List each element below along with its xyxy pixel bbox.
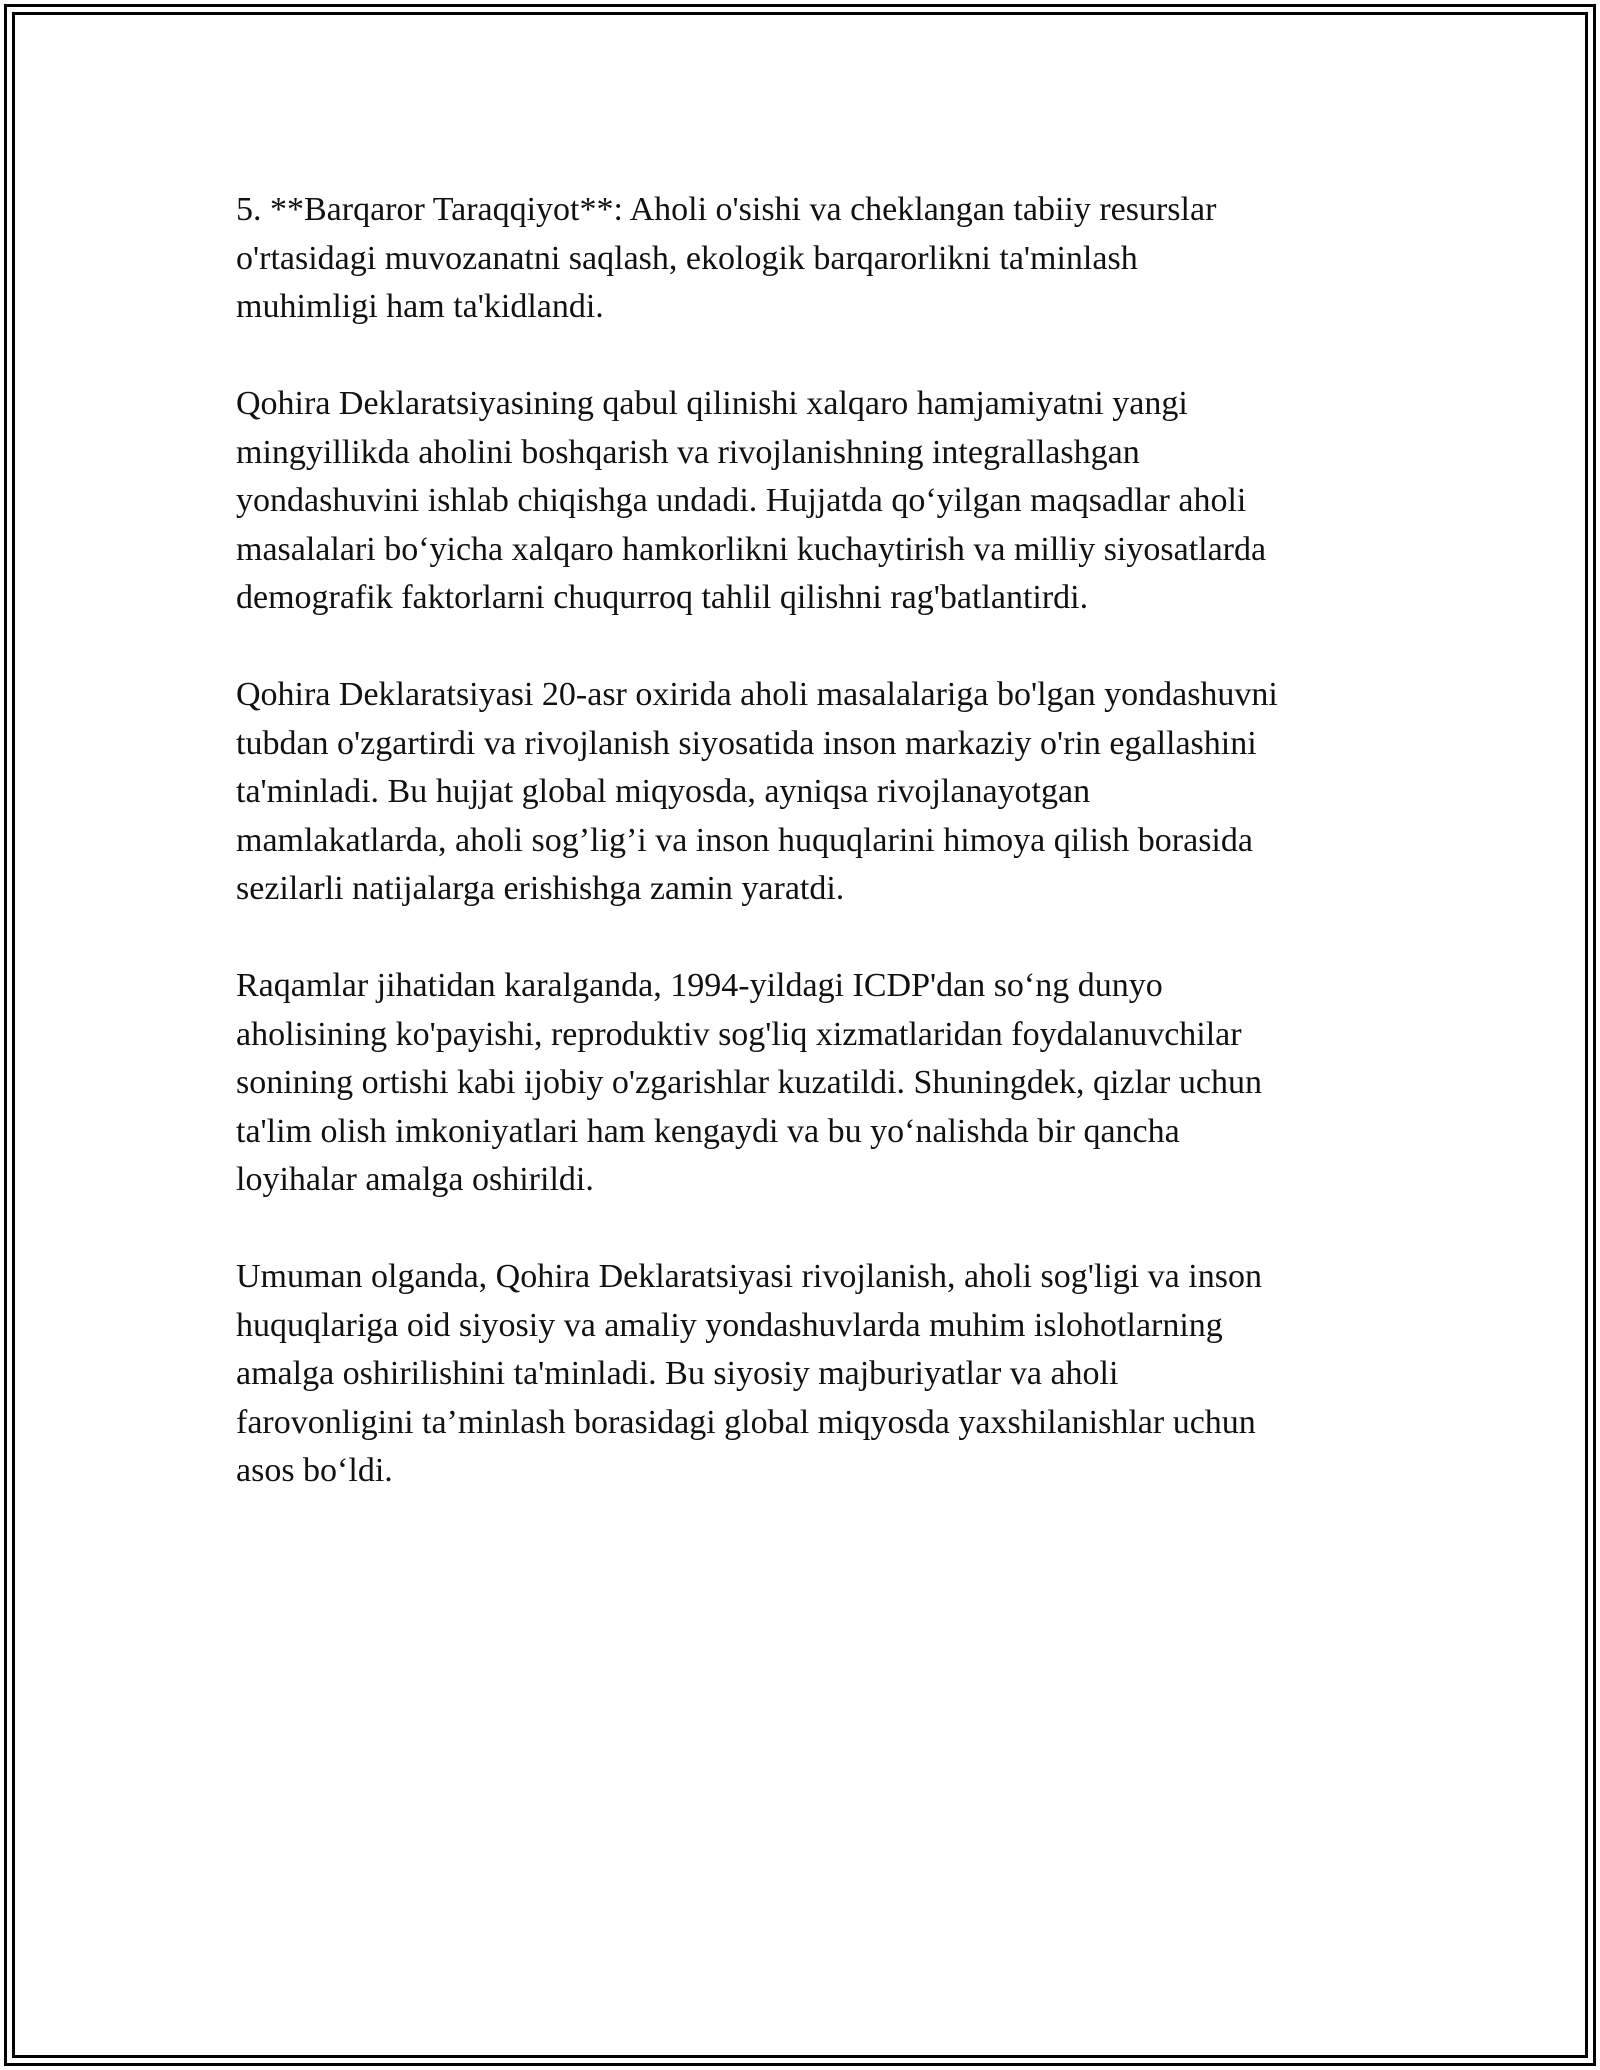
document-body xyxy=(236,186,1386,1544)
paragraph-sustainable-development: 5. **Barqaror Taraqqiyot**: Aholi o'sishi va cheklangan tabiiy resurslar o'rtasidagi muvozanatni saqlash, ekologik barqarorlikni ta'minlash muhimligi ham ta'kidlandi. xyxy=(236,191,1217,325)
paragraph-declaration-adoption: Qohira Deklaratsiyasining qabul qilinishi xalqaro hamjamiyatni yangi mingyillikda aholini boshqarish va rivojlanishning integrallashgan yondashuvini ishlab chiqishga undadi. Hujjatda qo‘yilgan maqsadlar aholi masalalari bo‘yicha xalqaro hamkorlikni kuchaytirish va milliy siyosatlarda demografik faktorlarni chuqurroq tahlil qilishni rag'batlantirdi. xyxy=(236,385,1267,616)
paragraph-approach-change: Qohira Deklaratsiyasi 20-asr oxirida aholi masalalariga bo'lgan yondashuvni tubdan o'zgartirdi va rivojlanish siyosatida inson markaziy o'rin egallashini ta'minladi. Bu hujjat global miqyosda, ayniqsa rivojlanayotgan mamlakatlarda, aholi sog’lig’i va inson huquqlarini himoya qilish borasida sezilarli natijalarga erishishga zamin yaratdi. xyxy=(236,676,1278,907)
paragraph-conclusion: Umuman olganda, Qohira Deklaratsiyasi rivojlanish, aholi sog'ligi va inson huquqlariga oid siyosiy va amaliy yondashuvlarda muhim islohotlarning amalga oshirilishini ta'minladi. Bu siyosiy majburiyatlar va aholi farovonligini ta’minlash borasidagi global miqyosda yaxshilanishlar uchun asos bo‘ldi. xyxy=(236,1258,1262,1489)
paragraph-statistics: Raqamlar jihatidan karalganda, 1994-yildagi ICDP'dan so‘ng dunyo aholisining ko'payishi, reproduktiv sog'liq xizmatlaridan foydalanuvchilar sonining ortishi kabi ijobiy o'zgarishlar kuzatildi. Shuningdek, qizlar uchun ta'lim olish imkoniyatlari ham kengaydi va bu yo‘nalishda bir qancha loyihalar amalga oshirildi. xyxy=(236,967,1262,1198)
